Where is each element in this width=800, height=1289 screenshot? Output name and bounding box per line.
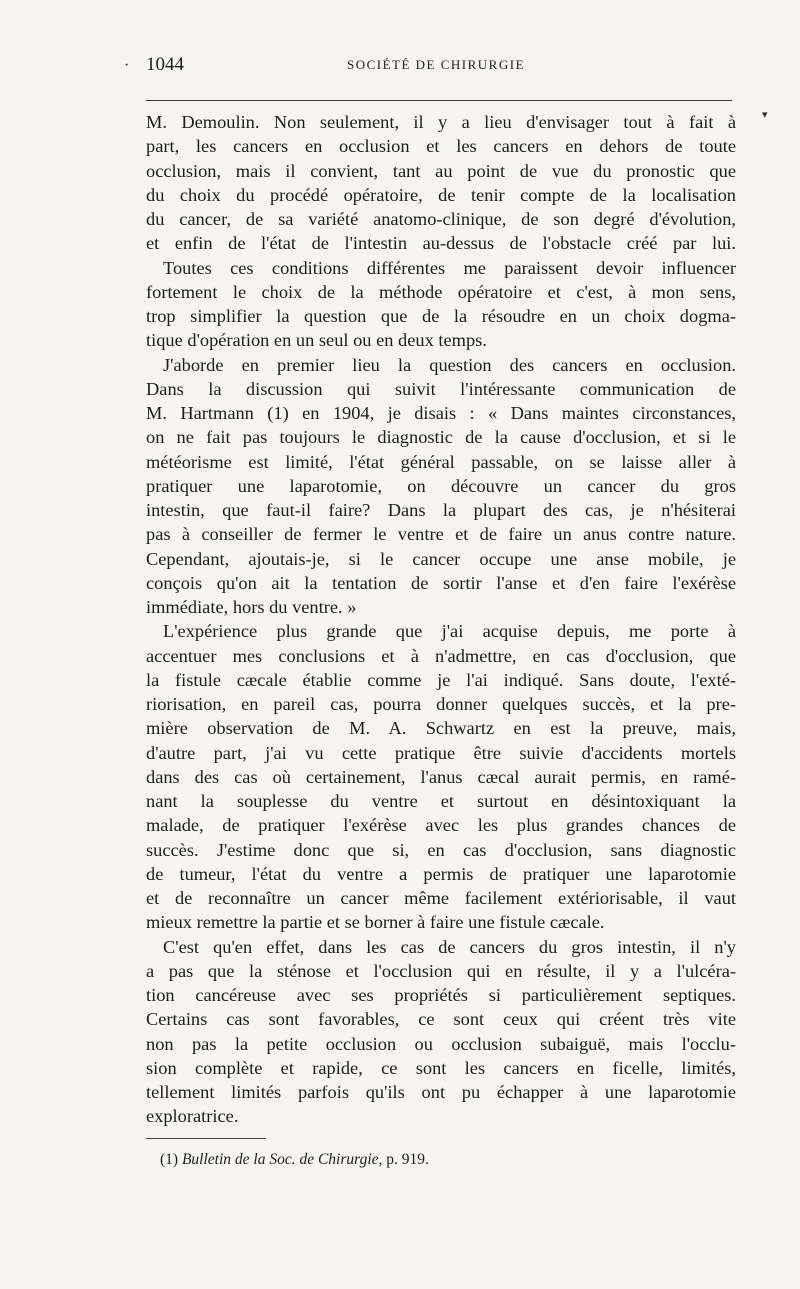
footnote-citation: Bulletin de la Soc. de Chirurgie,: [181, 1151, 383, 1168]
text-line: accentuer mes conclusions et à n'admettre, en cas d'occlusion, que: [146, 645, 736, 666]
text-line: sion complète et rapide, ce sont les cancers en ficelle, limités,: [146, 1057, 736, 1078]
page-number: 1044: [146, 54, 184, 75]
text-line: on ne fait pas toujours le diagnostic de la cause d'occlusion, et si le: [146, 427, 736, 448]
text-line: du choix du procédé opératoire, de tenir compte de la localisation: [146, 184, 736, 205]
text-line: trop simplifier la question que de la résoudre en un choix dogma-: [146, 306, 736, 326]
text-line: succès. J'estime donc que si, en cas d'occlusion, sans diagnostic: [146, 839, 736, 860]
text-line: Toutes ces conditions différentes me paraissent devoir influencer: [163, 257, 736, 278]
footnote-rule: [146, 1138, 266, 1139]
text-line: immédiate, hors du ventre. »: [146, 597, 357, 617]
running-title: SOCIÉTÉ DE CHIRURGIE: [346, 57, 526, 72]
text-line: météorisme est limité, l'état général passable, on se laisse aller à: [146, 451, 736, 472]
text-line: exploratrice.: [146, 1106, 239, 1127]
text-line: du cancer, de sa variété anatomo-clinique, de son degré d'évolution,: [146, 209, 736, 229]
text-line: M. Hartmann (1) en 1904, je disais : « Dans maintes circonstances,: [146, 403, 736, 423]
header-rule: [146, 100, 732, 101]
text-line: tellement limités parfois qu'ils ont pu échapper à une laparotomie: [146, 1082, 736, 1102]
text-line: intestin, que faut-il faire? Dans la plupart des cas, je n'hésiterai: [146, 500, 736, 520]
text-line: malade, de pratiquer l'exérèse avec les plus grandes chances de: [146, 815, 736, 836]
text-line: mière observation de M. A. Schwartz en est la preuve, mais,: [146, 718, 736, 739]
text-line: pas à conseiller de fermer le ventre et de faire un anus contre nature.: [146, 524, 736, 545]
text-line: mieux remettre la partie et se borner à faire une fistule cæcale.: [146, 912, 605, 933]
text-line: la fistule cæcale établie comme je l'ai indiqué. Sans doute, l'exté-: [146, 669, 736, 690]
body-text: [146, 110, 736, 1129]
text-line: conçois qu'on ait la tentation de sortir l'anse et d'en faire l'exérèse: [146, 572, 736, 593]
footnote-marker: (1): [160, 1151, 179, 1168]
text-line: de tumeur, l'état du ventre a permis de pratiquer une laparotomie: [146, 863, 736, 884]
text-line: Certains cas sont favorables, ce sont ceux qui créent très vite: [146, 1009, 736, 1030]
text-line: nant la souplesse du ventre et surtout en désintoxiquant la: [146, 791, 736, 811]
text-line: tique d'opération en un seul ou en deux temps.: [146, 330, 487, 351]
text-line: et de reconnaître un cancer même facilement extériorisable, il vaut: [146, 888, 736, 908]
text-line: a pas que la sténose et l'occlusion qui en résulte, il y a l'ulcéra-: [146, 960, 736, 981]
text-line: non pas la petite occlusion ou occlusion subaiguë, mais l'occlu-: [146, 1033, 736, 1054]
footnote: [160, 1151, 429, 1169]
text-line: dans des cas où certainement, l'anus cæcal aurait permis, en ramé-: [146, 766, 736, 787]
text-line: M. Demoulin. Non seulement, il y a lieu d'envisager tout à fait à: [146, 112, 736, 132]
text-line: occlusion, mais il convient, tant au point de vue du pronostic que: [146, 160, 736, 181]
text-line: Cependant, ajoutais-je, si le cancer occupe une anse mobile, je: [146, 548, 736, 569]
text-line: pratiquer une laparotomie, on découvre un cancer du gros: [146, 475, 736, 496]
text-line: C'est qu'en effet, dans les cas de cancers du gros intestin, il n'y: [163, 936, 736, 957]
margin-dot: ·: [124, 57, 130, 74]
text-line: L'expérience plus grande que j'ai acquise depuis, me porte à: [163, 621, 736, 642]
running-header: [140, 54, 732, 76]
text-line: riorisation, en pareil cas, pourra donner quelques succès, et la pre-: [146, 694, 736, 714]
text-line: Dans la discussion qui suivit l'intéressante communication de: [146, 378, 736, 399]
text-line: J'aborde en premier lieu la question des cancers en occlusion.: [163, 354, 736, 375]
text-line: fortement le choix de la méthode opératoire et c'est, à mon sens,: [146, 281, 736, 302]
text-line: d'autre part, j'ai vu cette pratique être suivie d'accidents mortels: [146, 742, 736, 763]
margin-mark: ▾: [762, 109, 768, 121]
text-line: tion cancéreuse avec ses propriétés si particulièrement septiques.: [146, 985, 736, 1005]
text-line: part, les cancers en occlusion et les cancers en dehors de toute: [146, 136, 736, 157]
text-line: et enfin de l'état de l'intestin au-dessus de l'obstacle créé par lui.: [146, 233, 736, 254]
footnote-page: p. 919.: [386, 1151, 429, 1168]
